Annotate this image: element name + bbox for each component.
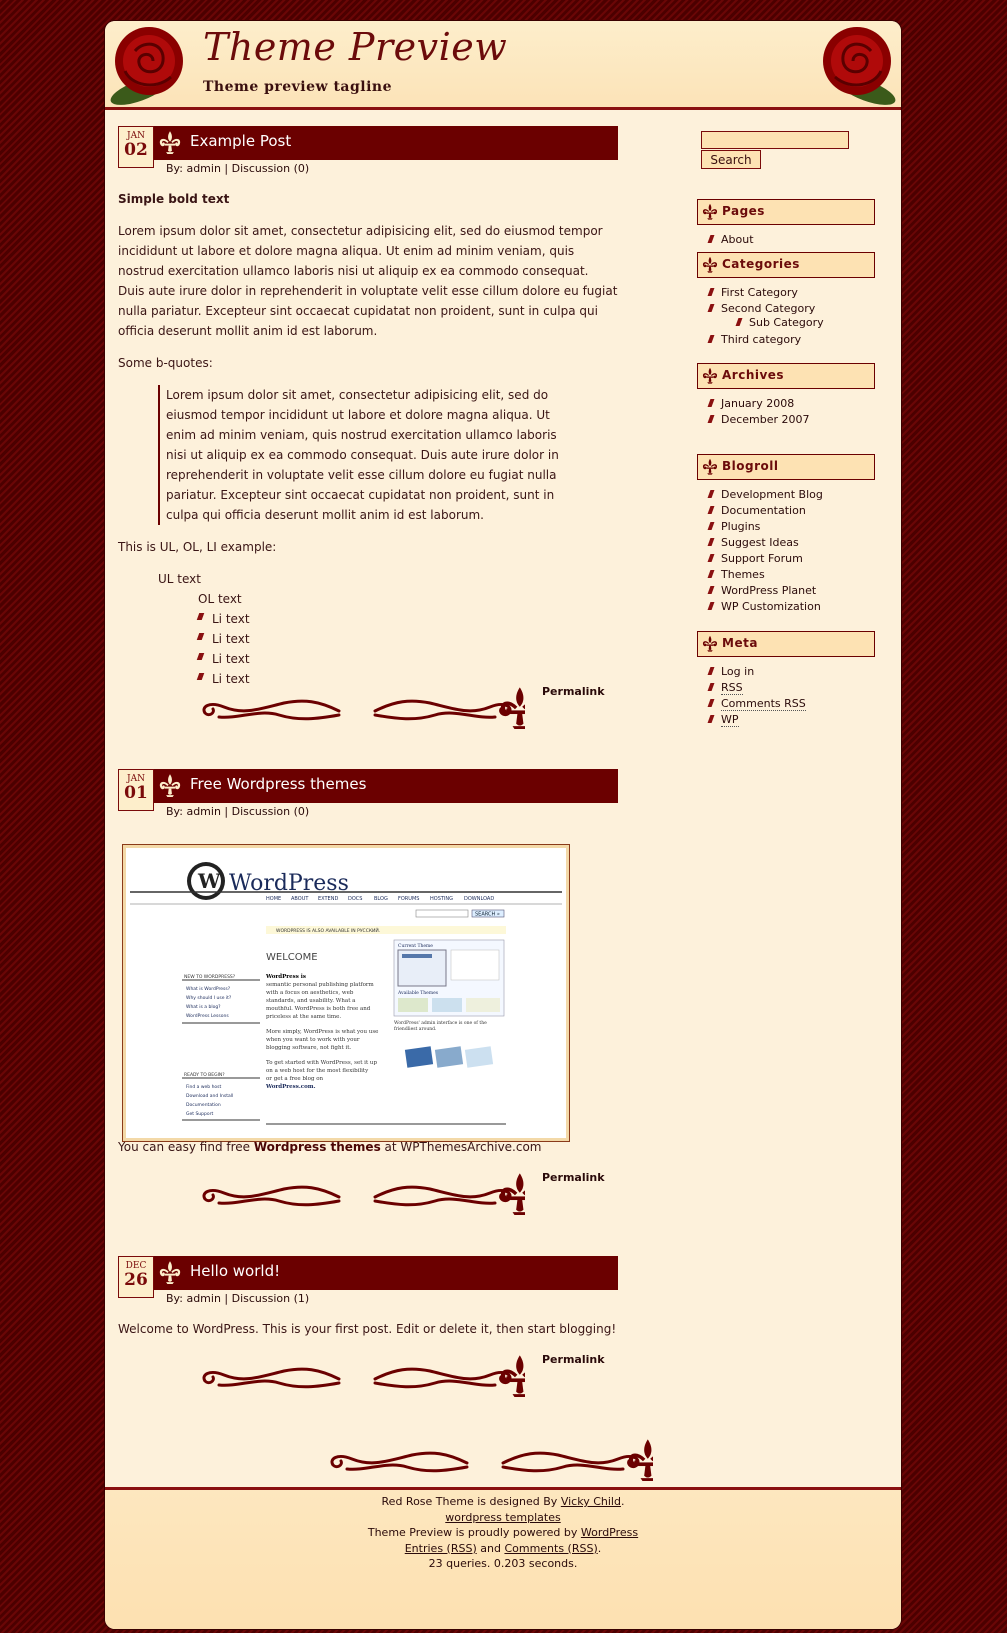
fleur-de-lis-icon: [157, 773, 183, 799]
svg-text:blogging software, not fight i: blogging software, not fight it.: [266, 1045, 352, 1051]
bold-text: Simple bold text: [118, 192, 230, 206]
post-byline[interactable]: By: admin | Discussion (0): [166, 805, 310, 818]
ornament-divider: [189, 1353, 525, 1397]
widget-archives-list: [709, 396, 810, 428]
svg-text:WELCOME: WELCOME: [266, 952, 318, 963]
sidebar-link-blogroll[interactable]: Documentation: [709, 503, 823, 519]
widget-pages-list: [709, 232, 754, 248]
sidebar-link-login[interactable]: Log in: [709, 664, 806, 680]
query-stats: 23 queries. 0.203 seconds.: [428, 1557, 578, 1570]
fleur-de-lis-icon: [701, 635, 719, 653]
svg-text:To get started with WordPress,: To get started with WordPress, set it up: [266, 1060, 377, 1066]
sidebar-link-category[interactable]: Second Category: [709, 301, 824, 317]
svg-text:Download and Install: Download and Install: [186, 1094, 234, 1099]
sidebar-link-blogroll[interactable]: Development Blog: [709, 487, 823, 503]
svg-text:standards, and usability. What: standards, and usability. What a: [266, 998, 356, 1004]
post: [118, 126, 618, 689]
svg-text:WordPress' admin interface is: WordPress' admin interface is one of the: [394, 1021, 487, 1026]
comments-rss-link[interactable]: Comments (RSS): [504, 1541, 598, 1555]
svg-text:mouthful. WordPress is both fr: mouthful. WordPress is both free and: [266, 1006, 371, 1012]
post-title-bar: [153, 769, 618, 803]
site-title[interactable]: Theme Preview: [203, 25, 508, 69]
svg-text:Documentation: Documentation: [186, 1103, 221, 1108]
svg-text:WordPress Lessons: WordPress Lessons: [186, 1014, 229, 1019]
paragraph: Lorem ipsum dolor sit amet, consectetur adipisicing elit, sed do eiusmod tempor incididunt ut labore et dolore magna aliqua. Ut enim ad minim veniam, quis nostrud exercitation ullamco laboris nisi ut aliquip ex ea commodo consequat. Duis aute irure dolor in reprehenderit in voluptate velit esse cillum dolore eu fugiat nulla pariatur. Excepteur sint occaecat cupidatat non proident, sunt in culpa qui officia deserunt mollit anim id est laborum.: [118, 224, 618, 338]
list-item: Li text: [212, 629, 618, 649]
paragraph: Some b-quotes:: [118, 356, 213, 370]
post-title[interactable]: Hello world!: [190, 1262, 281, 1280]
svg-text:Find a web host: Find a web host: [186, 1085, 222, 1090]
paragraph: Welcome to WordPress. This is your first post. Edit or delete it, then start blogging!: [118, 1322, 617, 1336]
ol-text: OL text Li text Li text Li text Li text: [198, 589, 618, 689]
site-tagline: Theme preview tagline: [203, 79, 393, 95]
sidebar-link-about[interactable]: About: [709, 232, 754, 248]
widget-meta-header: Meta: [697, 631, 875, 657]
post-byline[interactable]: By: admin | Discussion (1): [166, 1292, 310, 1305]
rose-icon: [105, 21, 195, 107]
list-item: Li text: [212, 669, 618, 689]
post-content: You can easy find free Wordpress themes at WPThemesArchive.com: [118, 1140, 542, 1154]
svg-text:More simply, WordPress is what: More simply, WordPress is what you use: [266, 1029, 379, 1035]
widget-blogroll-list: [709, 487, 823, 615]
svg-text:HOSTING: HOSTING: [430, 896, 454, 902]
svg-text:WORDPRESS IS ALSO AVAILABLE IN: WORDPRESS IS ALSO AVAILABLE IN РУССКИЙ.: [276, 929, 381, 934]
svg-text:HOME: HOME: [266, 896, 282, 902]
fleur-de-lis-icon: [157, 1260, 183, 1286]
post-byline[interactable]: By: admin | Discussion (0): [166, 162, 310, 175]
sidebar-link-blogroll[interactable]: Themes: [709, 567, 823, 583]
sidebar-link-comments-rss[interactable]: Comments RSS: [709, 696, 806, 712]
wordpress-link[interactable]: WordPress: [580, 1526, 639, 1539]
svg-text:READY TO BEGIN?: READY TO BEGIN?: [184, 1073, 225, 1078]
svg-text:SEARCH »: SEARCH »: [475, 911, 500, 918]
svg-text:EXTEND: EXTEND: [318, 896, 339, 902]
ornament-divider: [189, 685, 525, 729]
svg-text:priceless at the same time.: priceless at the same time.: [266, 1014, 342, 1020]
widget-archives-header: Archives: [697, 363, 875, 389]
svg-text:semantic personal publishing p: semantic personal publishing platform: [266, 982, 374, 988]
svg-text:Why should I use it?: Why should I use it?: [186, 996, 232, 1001]
sidebar-link-category[interactable]: First Category: [709, 285, 824, 301]
svg-text:DOWNLOAD: DOWNLOAD: [464, 896, 495, 902]
ornament-divider: [189, 1171, 525, 1215]
svg-text:NEW TO WORDPRESS?: NEW TO WORDPRESS?: [184, 975, 236, 980]
entries-rss-link[interactable]: Entries (RSS): [404, 1541, 477, 1555]
wordpress-themes-link[interactable]: Wordpress themes: [253, 1140, 381, 1154]
site-footer: Red Rose Theme is designed By Vicky Child. wordpress templates Theme Preview is proudly powered by WordPress Entries (RSS) and Comments (RSS). 23 queries. 0.203 seconds.: [105, 1487, 901, 1629]
wordpress-logo: WordPress: [229, 871, 349, 896]
sidebar-link-subcategory[interactable]: Sub Category: [737, 315, 824, 331]
svg-text:WordPress.com.: WordPress.com.: [266, 1084, 316, 1090]
sidebar-link-rss[interactable]: RSS: [709, 680, 806, 696]
post-title[interactable]: Example Post: [190, 132, 292, 150]
fleur-de-lis-icon: [701, 458, 719, 476]
wordpress-screenshot[interactable]: [123, 845, 569, 1141]
ul-text: UL text OL text Li text Li text Li text Li text: [158, 569, 618, 689]
svg-text:FORUMS: FORUMS: [398, 896, 420, 902]
post: [118, 1256, 618, 1351]
wordpress-templates-link[interactable]: wordpress templates: [445, 1510, 561, 1524]
designer-link[interactable]: Vicky Child: [560, 1495, 621, 1508]
fleur-de-lis-icon: [701, 256, 719, 274]
sidebar-link-blogroll[interactable]: WordPress Planet: [709, 583, 823, 599]
post-title[interactable]: Free Wordpress themes: [190, 775, 367, 793]
ornament-divider: [317, 1437, 653, 1481]
post-date: JAN 01: [118, 769, 154, 811]
widget-categories-list: [709, 285, 824, 348]
rose-icon: [811, 21, 901, 107]
widget-pages-header: Pages: [697, 199, 875, 225]
site-header: [105, 21, 901, 110]
sidebar-link-archive[interactable]: December 2007: [709, 412, 810, 428]
post-content: [118, 189, 618, 689]
sidebar-link-blogroll[interactable]: Suggest Ideas: [709, 535, 823, 551]
widget-blogroll-header: Blogroll: [697, 454, 875, 480]
permalink[interactable]: Permalink: [542, 1353, 605, 1366]
svg-text:W: W: [198, 869, 221, 893]
page: [105, 21, 901, 1629]
sidebar-link-wp[interactable]: WP: [709, 712, 806, 728]
post-date: JAN 02: [118, 126, 154, 168]
svg-text:when you want to work with you: when you want to work with your: [266, 1037, 360, 1043]
blockquote: Lorem ipsum dolor sit amet, consectetur adipisicing elit, sed do eiusmod tempor incididunt ut labore et dolore magna aliqua. Ut enim ad minim veniam, quis nostrud exercitation ullamco laboris nisi ut aliquip ex ea commodo consequat. Duis aute irure dolor in reprehenderit in voluptate velit esse cillum dolore eu fugiat nulla pariatur. Excepteur sint occaecat cupidatat non proident, sunt in culpa qui officia deserunt mollit anim id est laborum.: [158, 385, 578, 525]
svg-text:What is a blog?: What is a blog?: [186, 1005, 221, 1010]
svg-text:Available Themes: Available Themes: [398, 991, 439, 996]
permalink[interactable]: Permalink: [542, 1171, 605, 1184]
widget-categories-header: Categories: [697, 252, 875, 278]
list-item: Li text: [212, 649, 618, 669]
sidebar-link-category[interactable]: Third category: [709, 332, 824, 348]
post-title-bar: [153, 1256, 618, 1290]
svg-text:with a focus on aesthetics, we: with a focus on aesthetics, web: [266, 990, 354, 996]
svg-text:Get Support: Get Support: [186, 1112, 214, 1117]
search-button[interactable]: Search: [701, 150, 761, 169]
svg-text:on a web host for the most fle: on a web host for the most flexibility: [266, 1068, 369, 1074]
svg-text:ABOUT: ABOUT: [291, 896, 309, 902]
svg-text:WordPress is: WordPress is: [266, 974, 306, 980]
svg-text:or get a free blog on: or get a free blog on: [266, 1076, 324, 1082]
svg-text:DOCS: DOCS: [348, 896, 363, 902]
permalink[interactable]: Permalink: [542, 685, 605, 698]
svg-text:What is WordPress?: What is WordPress?: [186, 987, 231, 992]
svg-text:BLOG: BLOG: [374, 896, 388, 902]
sidebar-link-archive[interactable]: January 2008: [709, 396, 810, 412]
widget-meta-list: [709, 664, 806, 728]
fleur-de-lis-icon: [701, 367, 719, 385]
fleur-de-lis-icon: [701, 203, 719, 221]
svg-text:Current Theme: Current Theme: [398, 944, 433, 949]
svg-text:friendliest around.: friendliest around.: [394, 1027, 437, 1032]
sidebar-link-blogroll[interactable]: WP Customization: [709, 599, 823, 615]
post-date: DEC 26: [118, 1256, 154, 1298]
post-title-bar: [153, 126, 618, 160]
fleur-de-lis-icon: [157, 130, 183, 156]
paragraph: This is UL, OL, LI example:: [118, 540, 277, 554]
list-item: Li text: [212, 609, 618, 629]
post-content: [118, 1319, 618, 1339]
sidebar-link-blogroll[interactable]: Plugins: [709, 519, 823, 535]
post: [118, 769, 618, 1169]
sidebar-link-blogroll[interactable]: Support Forum: [709, 551, 823, 567]
search-input[interactable]: [701, 131, 849, 149]
